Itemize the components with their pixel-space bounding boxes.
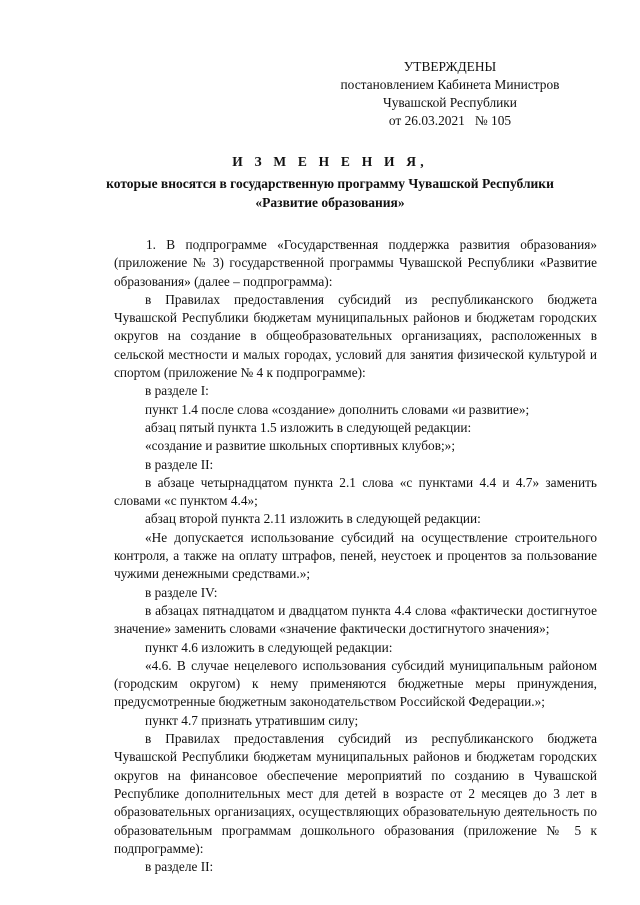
paragraph-6: «создание и развитие школьных спортивных клубов;»;: [145, 438, 456, 454]
paragraph-17: в разделе II:: [145, 859, 214, 875]
title-changes: И З М Е Н Е Н И Я,: [232, 154, 428, 169]
paragraph-16: в Правилах предоставления субсидий из республиканского бюджета Чувашской Республики бюджетам муниципальных районов и бюджетам городских округов на финансовое обеспечение мероприятий по созданию в Чувашской Республике дополнительных мест для детей в возрасте от 2 месяцев до 3 лет в образовательных организациях, осуществляющих образовательную деятельность по образовательным программам дошкольного образования (приложение № 5 к подпрограмме):: [114, 731, 597, 856]
approval-line-resolution: постановлением Кабинета Министров: [340, 77, 560, 92]
paragraph-13: пункт 4.6 изложить в следующей редакции:: [145, 639, 393, 655]
document-title: [60, 153, 600, 212]
approval-block: [300, 58, 600, 130]
paragraph-8: в абзаце четырнадцатом пункта 2.1 слова «с пунктами 4.4 и 4.7» заменить словами «с пунктом 4.4»;: [114, 474, 597, 509]
paragraph-12: в абзацах пятнадцатом и двадцатом пункта 4.4 слова «фактически достигнутое значение» заменить словами «значение фактически достигнутого значения»;: [114, 602, 597, 637]
paragraph-10: «Не допускается использование субсидий на осуществление строительного контроля, а также на оплату штрафов, пеней, неустоек и процентов за пользование чужими денежными средствами.»;: [114, 529, 597, 582]
paragraph-7: в разделе II:: [145, 456, 214, 472]
approval-line-date-number: от 26.03.2021 № 105: [388, 113, 512, 128]
paragraph-3: в разделе I:: [145, 383, 209, 399]
paragraph-11: в разделе IV:: [145, 584, 218, 600]
approval-line-approved: УТВЕРЖДЕНЫ: [403, 59, 497, 74]
title-subtitle-line2: «Развитие образования»: [255, 194, 405, 210]
paragraph-14: «4.6. В случае нецелевого использования субсидий муниципальным районом (городским округом) к нему применяются бюджетные меры принуждения, предусмотренные бюджетным законодательством Российской Федерации.»;: [114, 657, 597, 710]
title-subtitle-line1: которые вносятся в государственную программу Чувашской Республики: [106, 176, 554, 191]
paragraph-9: абзац второй пункта 2.11 изложить в следующей редакции:: [145, 511, 481, 527]
paragraph-4: пункт 1.4 после слова «создание» дополнить словами «и развитие»;: [145, 401, 530, 417]
paragraph-15: пункт 4.7 признать утратившим силу;: [145, 712, 359, 728]
approval-line-republic: Чувашской Республики: [383, 95, 517, 110]
paragraph-1: 1. В подпрограмме «Государственная поддержка развития образования» (приложение № 3) государственной программы Чувашской Республики «Развитие образования» (далее – подпрограмма):: [114, 237, 597, 289]
document-body: [114, 236, 597, 876]
paragraph-2: в Правилах предоставления субсидий из республиканского бюджета Чувашской Республики бюджетам муниципальных районов и бюджетам городских округов на создание в общеобразовательных организациях, расположенных в сельской местности и малых городах, условий для занятия физической культурой и спортом (приложение № 4 к подпрограмме):: [114, 291, 597, 381]
paragraph-5: абзац пятый пункта 1.5 изложить в следующей редакции:: [145, 419, 472, 435]
